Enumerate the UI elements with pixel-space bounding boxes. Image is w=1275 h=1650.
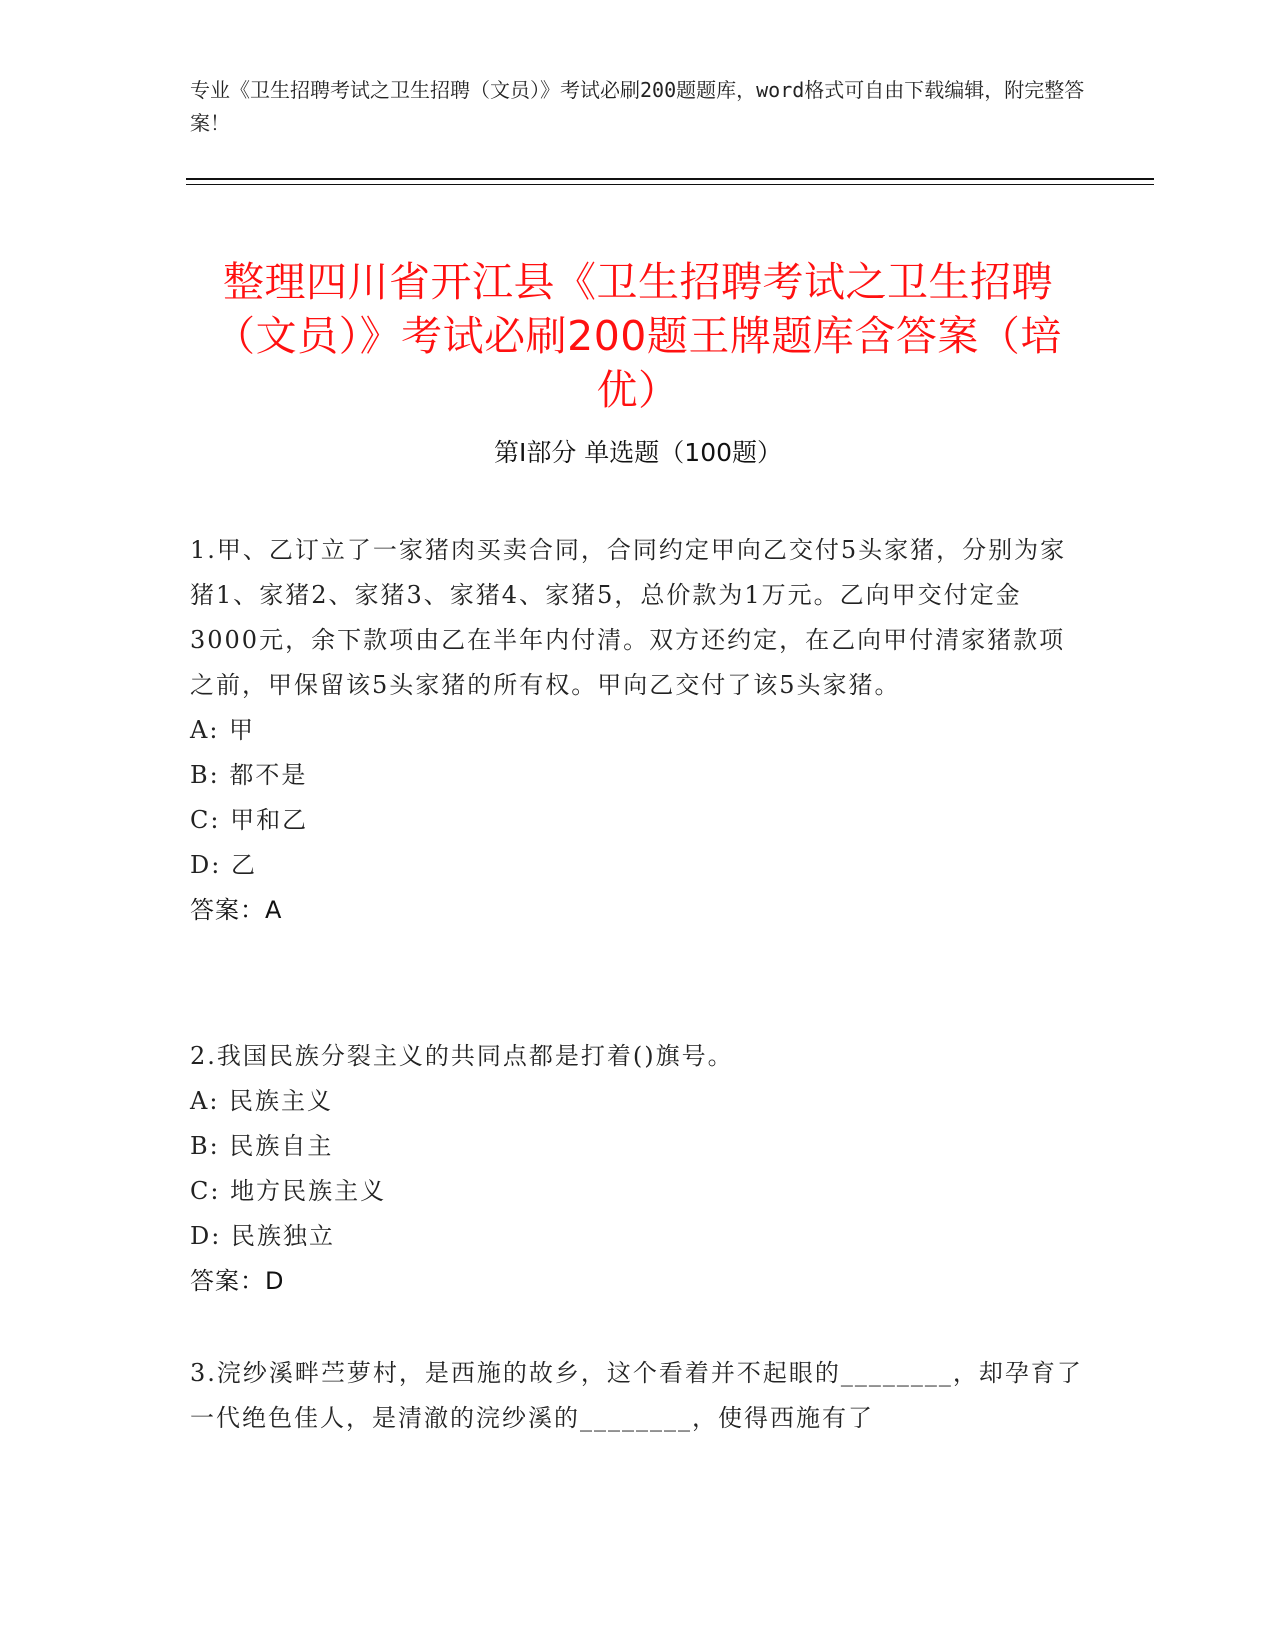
answer-line: 答案：D [190, 1267, 285, 1295]
question-stem: 2.我国民族分裂主义的共同点都是打着()旗号。 [190, 1042, 734, 1070]
option-d: D: 乙 [190, 851, 257, 879]
option-c: C: 地方民族主义 [190, 1177, 387, 1205]
option-b: B: 民族自主 [190, 1132, 334, 1160]
header-divider-thick [186, 178, 1154, 180]
option-b: B: 都不是 [190, 761, 308, 789]
header-divider-thin [186, 184, 1154, 185]
section-heading: 第Ⅰ部分 单选题（100题） [493, 438, 783, 467]
option-a: A: 甲 [190, 716, 256, 744]
option-a: A: 民族主义 [190, 1087, 334, 1115]
question-stem: 1.甲、乙订立了一家猪肉买卖合同，合同约定甲向乙交付5头家猪，分别为家猪1、家猪2、家猪3、家猪4、家猪5，总价款为1万元。乙向甲交付定金3000元，余下款项由乙在半年内付清。双方还约定，在乙向甲付清家猪款项之前，甲保留该5头家猪的所有权。甲向乙交付了该5头家猪。 [190, 536, 1067, 699]
option-d: D: 民族独立 [190, 1222, 335, 1250]
answer-line: 答案：A [190, 896, 283, 924]
question-2 [190, 1034, 1090, 1303]
question-stem: 3.浣纱溪畔苎萝村，是西施的故乡，这个看着并不起眼的________，却孕育了一代绝色佳人，是清澈的浣纱溪的________，使得西施有了 [190, 1359, 1083, 1432]
question-1 [190, 528, 1090, 932]
option-c: C: 甲和乙 [190, 806, 309, 834]
header-note: 专业《卫生招聘考试之卫生招聘（文员）》考试必刷200题题库，word格式可自由下载编辑，附完整答案！ [190, 78, 1085, 135]
question-3 [190, 1351, 1090, 1441]
document-title: 整理四川省开江县《卫生招聘考试之卫生招聘（文员）》考试必刷200题王牌题库含答案（培优） [214, 258, 1062, 415]
